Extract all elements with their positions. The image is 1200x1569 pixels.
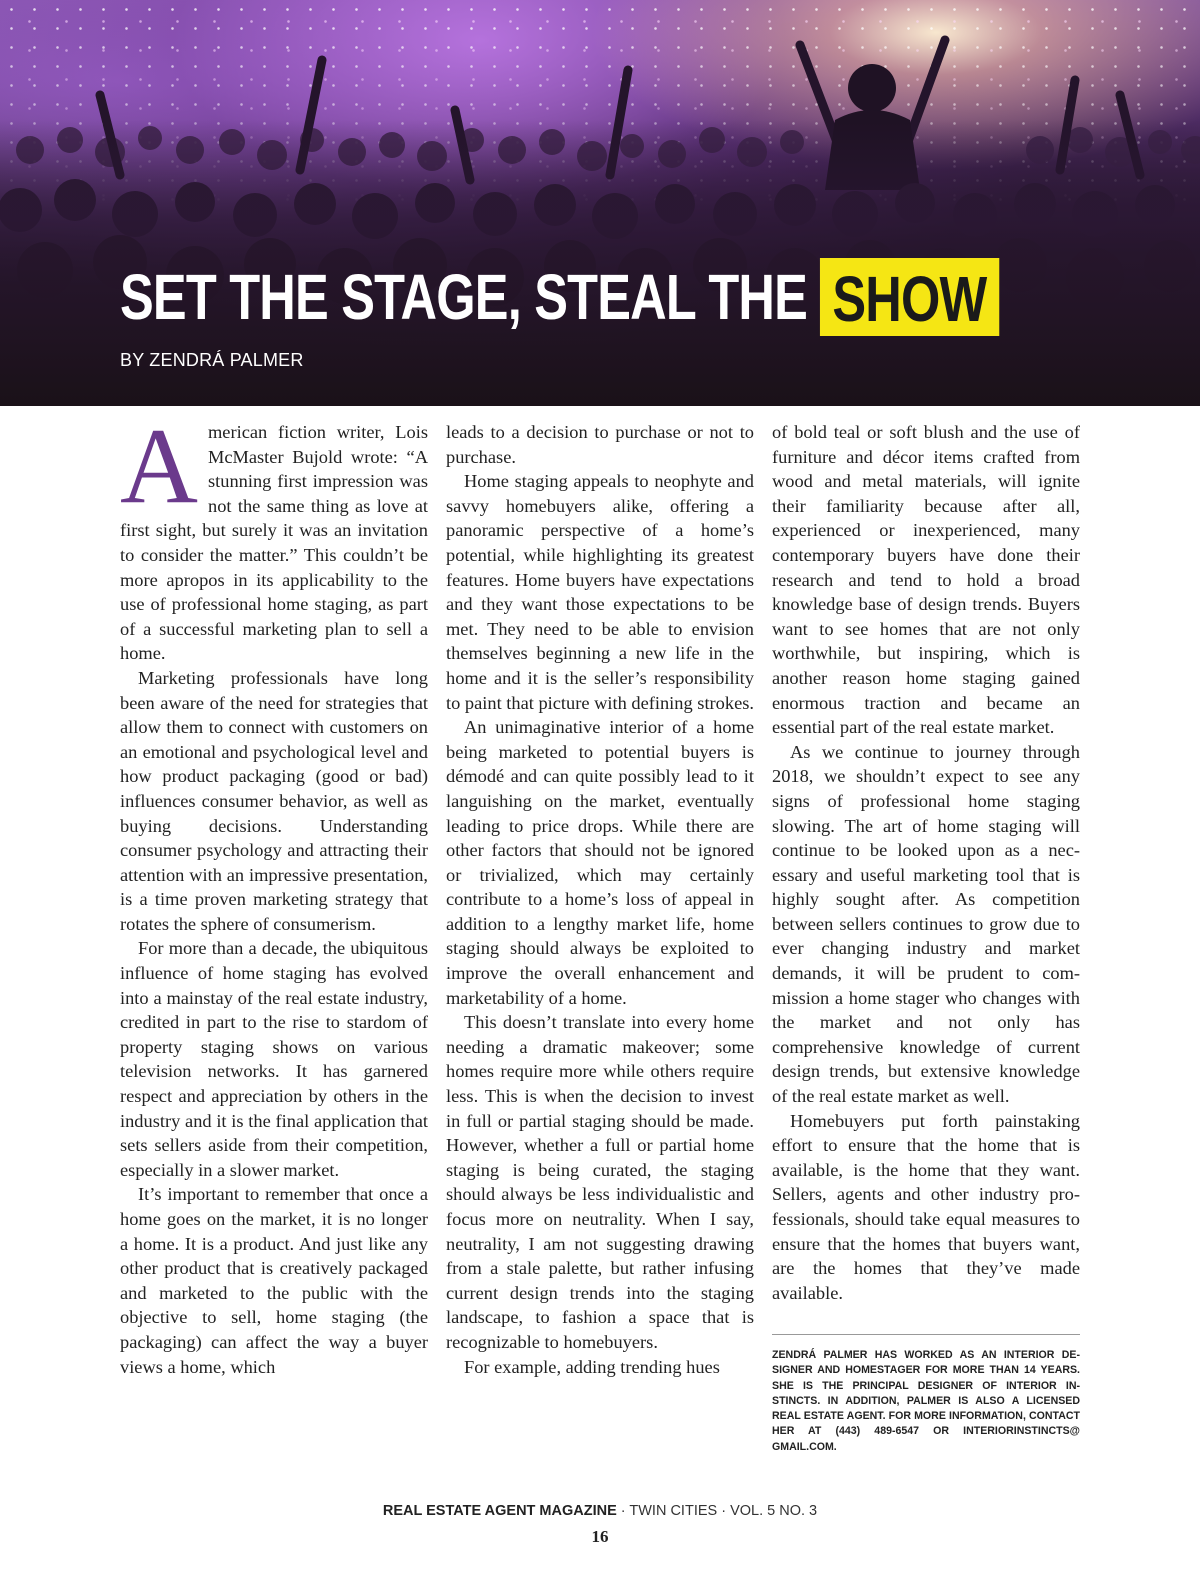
paragraph-example-continued: of bold teal or soft blush and the use of furniture and décor items crafted from wood and metal materials, will ignite their familiarity because after all, experienced or inexperienced, many contemporary buyers have done their research and tend to hold a broad knowledge base of design trends. Buyers want to see homes that are not only worthwhile, but inspiring, which is another reason home staging gained enormous traction and became an essential part of the real estate market. — [772, 422, 1080, 738]
paragraph-product: It’s important to remember that once a home goes on the market, it is no longer a home. It is a product. And just like any other product that is creatively packaged and marketed to the public with the objective to sell, home staging (the packaging) can affect the way a buyer views a home, which — [120, 1184, 428, 1377]
drop-cap: A — [120, 407, 198, 526]
hero-banner — [0, 0, 1200, 406]
paragraph-journey: As we continue to journey through 2018, we shouldn’t expect to see any signs of professional home staging slowing. The art of home staging will continue to be looked upon as a necessary and useful marketing tool that is highly sought after. As competition between sellers continues to grow due to ever changing industry and market demands, it will be prudent to commission a home stager who changes with the market and not only has comprehensive knowledge of current design trends, but extensive knowledge of the real estate market as well. — [772, 741, 1080, 1107]
headline-highlight-text: SHOW — [820, 258, 999, 336]
article-byline: BY ZENDRÁ PALMER — [120, 350, 304, 370]
paragraph-intro — [120, 407, 428, 666]
paragraph-marketing: Marketing professionals have long been aware of the need for strategies that allow them to connect with customers on an emotional and psychological level and how product packaging (good or bad) influences consumer behavior, as well as buying decisions. Understanding consumer psychology and attracting their attention with an impressive presentation, is a time proven marketing strategy that rotates the sphere of consumerism. — [120, 667, 428, 934]
article-column-3 — [772, 420, 1080, 1305]
footer-issue-details: · TWIN CITIES · VOL. 5 NO. 3 — [616, 1503, 818, 1519]
page-footer — [0, 1503, 1200, 1519]
author-bio: ZENDRÁ PALMER HAS WORKED AS AN INTERIOR DESIGNER AND HOMESTAGER FOR MORE THAN 14 YEARS. SHE IS THE PRINCIPAL DESIGNER OF INTERIOR INSTINCTS. IN ADDITION, PALMER IS ALSO A LICENSED REAL ESTATE AGENT. FOR MORE INFORMATION, CONTACT HER AT (443) 489-6547 OR INTERIORINSTINCTS@ GMAIL.COM. — [772, 1349, 1080, 1453]
paragraph-decade: For more than a decade, the ubiquitous influence of home staging has evolved into a mainstay of the real estate industry, credited in part to the rise to stardom of property staging shows on various television networks. It has garnered respect and appreciation by others in the industry and it is the final application that sets sellers aside from their competition, especially in a slower market. — [120, 938, 428, 1180]
paragraph-homebuyers: Homebuyers put forth painstaking effort to ensure that the home that is available, is the home that they want. Sellers, agents and other industry professionals, should take equal measures to ensure that the homes that buyers want, are the homes that they’ve made available. — [772, 1110, 1080, 1303]
paragraph-unimaginative: An unimaginative interior of a home being marketed to potential buyers is démodé and can quite possibly lead to it languishing on the market, eventually leading to price drops. While there are other factors that should not be ignored or trivialized, which may certainly contribute to a home’s loss of appeal in addition to a lengthy market life, home staging should always be exploited to improve the overall enhancement and marketability of a home. — [446, 717, 754, 1008]
article-headline — [120, 258, 999, 336]
page-number: 16 — [591, 1527, 609, 1546]
paragraph-product-continued: leads to a decision to purchase or not to purchase. — [446, 422, 754, 467]
paragraph-intro-text: merican fiction writer, Lois McMaster Bujold wrote: “A stunning first impression was not the same thing as love at first sight, but surely it was an invitation to consider the matter.” This couldn’t be more apropos in its applicability to the use of professional home staging, as part of a successful marketing plan to sell a home. — [120, 422, 428, 664]
bio-divider — [772, 1334, 1080, 1335]
crowd-silhouette-image — [0, 0, 1200, 406]
article-column-1 — [120, 407, 428, 1379]
footer-magazine-name: REAL ESTATE AGENT MAGAZINE — [382, 1503, 617, 1519]
paragraph-example: For example, adding trending hues — [464, 1356, 720, 1377]
article-column-2 — [446, 420, 754, 1379]
paragraph-neutrality: This doesn’t translate into every home needing a dramatic makeover; some homes require more while others require less. This is when the decision to invest in full or partial staging should be made. However, whether a full or partial home staging is being curated, the staging should always be less individualistic and focus more on neutrality. When I say, neutrality, I am not suggesting drawing from a stale palette, but rather infusing current design trends into the staging landscape, to fashion a space that is recognizable to homebuyers. — [446, 1012, 754, 1352]
paragraph-appeal: Home staging appeals to neophyte and savvy homebuyers alike, offering a panoramic perspective of a home’s potential, while highlighting its greatest features. Home buyers have expectations and they want those expectations to be met. They need to be able to envision themselves beginning a new life in the home and it is the seller’s responsibility to paint that picture with defining strokes. — [446, 471, 754, 713]
headline-main-text: SET THE STAGE, STEAL THE — [120, 261, 808, 333]
